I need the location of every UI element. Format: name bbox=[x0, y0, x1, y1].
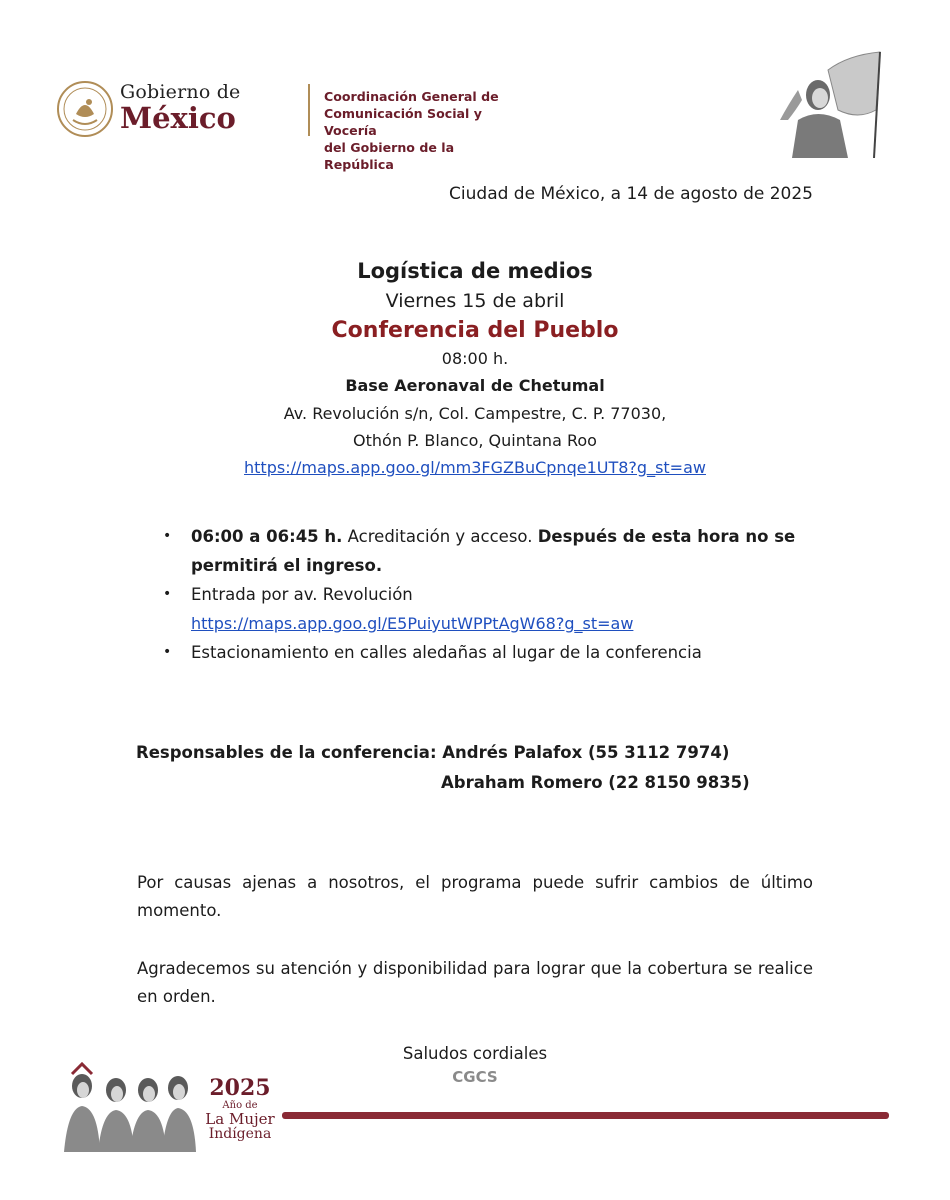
event-address-line-2: Othón P. Blanco, Quintana Roo bbox=[353, 431, 597, 450]
year-number: 2025 bbox=[209, 1075, 271, 1101]
event-address-line-1: Av. Revolución s/n, Col. Campestre, C. P. 77030, bbox=[283, 404, 667, 423]
year-la-mujer: La Mujer bbox=[205, 1110, 275, 1128]
event-name: Conferencia del Pueblo bbox=[331, 318, 619, 343]
signature: CGCS bbox=[452, 1068, 498, 1086]
list-item bbox=[163, 522, 823, 580]
entrance-map-link[interactable]: https://maps.app.goo.gl/E5PuiyutWPPtAgW68?g_st=aw bbox=[191, 614, 634, 633]
coord-line-3: del Gobierno de la República bbox=[324, 140, 455, 172]
indigenous-women-illustration bbox=[60, 1060, 198, 1152]
responsables-line-1: Responsables de la conferencia: Andrés Palafox (55 3112 7974) bbox=[136, 743, 730, 762]
access-text: Acreditación y acceso. bbox=[342, 527, 538, 546]
coordination-label bbox=[324, 88, 516, 173]
header-divider bbox=[308, 84, 310, 136]
logistics-list bbox=[163, 522, 823, 667]
event-day: Viernes 15 de abril bbox=[385, 290, 565, 312]
header-logo bbox=[56, 78, 516, 172]
event-place: Base Aeronaval de Chetumal bbox=[345, 376, 605, 395]
year-indigena: Indígena bbox=[208, 1126, 272, 1142]
list-item bbox=[163, 580, 823, 638]
thanks-paragraph: Agradecemos su atención y disponibilidad para lograr que la cobertura se realice en orden. bbox=[137, 959, 813, 1006]
document-date: Ciudad de México, a 14 de agosto de 2025 bbox=[449, 184, 813, 204]
event-map-link[interactable]: https://maps.app.goo.gl/mm3FGZBuCpnqe1UT8?g_st=aw bbox=[244, 458, 706, 477]
event-details bbox=[0, 256, 950, 481]
gobierno-label: Gobierno de bbox=[120, 81, 241, 103]
coat-of-arms-icon bbox=[56, 80, 114, 138]
document-title: Logística de medios bbox=[357, 259, 593, 283]
parking-text: Estacionamiento en calles aledañas al lugar de la conferencia bbox=[191, 643, 702, 662]
year-logo bbox=[200, 1076, 280, 1142]
access-hours: 06:00 a 06:45 h. bbox=[191, 527, 343, 546]
woman-with-flag-illustration bbox=[778, 50, 888, 160]
coord-line-1: Coordinación General de bbox=[324, 89, 499, 104]
entrance-text: • Entrada por av. Revolución bbox=[191, 585, 413, 604]
access-warning: Después de esta hora no se permitirá el ingreso. bbox=[191, 527, 796, 575]
footer-divider-bar bbox=[282, 1112, 889, 1119]
event-time: 08:00 h. bbox=[441, 349, 509, 368]
mexico-label: México bbox=[120, 101, 236, 135]
list-item bbox=[163, 638, 823, 667]
year-subtitle: Año de bbox=[222, 1100, 258, 1111]
responsables-line-2: Abraham Romero (22 8150 9835) bbox=[441, 773, 750, 792]
coord-line-2: Comunicación Social y Vocería bbox=[324, 106, 482, 138]
closing-salute: Saludos cordiales bbox=[402, 1044, 548, 1063]
notice-paragraph: Por causas ajenas a nosotros, el programa puede sufrir cambios de último momento. bbox=[137, 873, 813, 920]
